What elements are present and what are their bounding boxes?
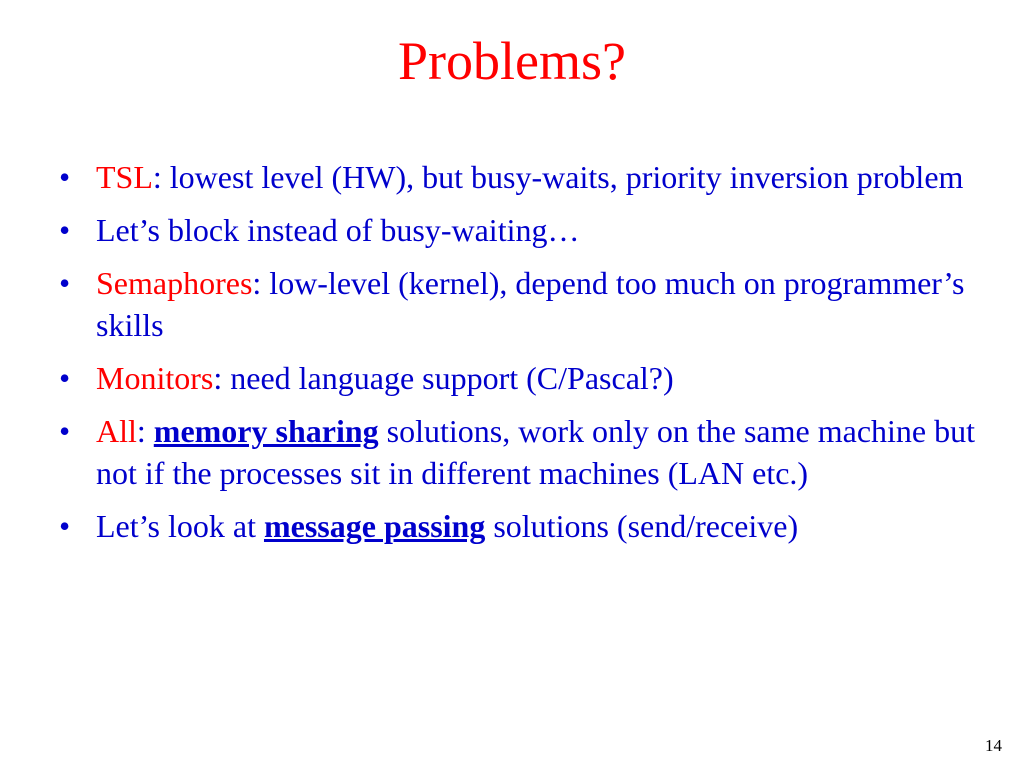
- term-separator: :: [213, 360, 223, 396]
- bullet-block: [56, 209, 996, 251]
- term-semaphores: Semaphores: [96, 265, 253, 301]
- term-separator: :: [252, 265, 262, 301]
- page-number: 14: [985, 736, 1002, 755]
- bullet-text: Let’s look at: [96, 508, 264, 544]
- term-separator: :: [152, 159, 162, 195]
- bullet-text: solutions, work only on the same machine but not if the processes sit in different machines (LAN etc.): [96, 413, 975, 491]
- memory-sharing-emphasis: memory sharing: [153, 413, 379, 449]
- term-separator: :: [136, 413, 154, 449]
- bullet-marker: •: [59, 212, 71, 248]
- bullet-semaphores: [56, 262, 996, 346]
- slide-title: Problems?: [398, 31, 626, 91]
- bullet-list: [56, 156, 996, 558]
- bullet-text: lowest level (HW), but busy-waits, priority inversion problem: [161, 159, 964, 195]
- bullet-all: [56, 410, 996, 494]
- bullet-monitors: [56, 357, 996, 399]
- message-passing-emphasis: message passing: [263, 508, 486, 544]
- bullet-tail-text: solutions (send/receive): [485, 508, 799, 544]
- bullet-marker: •: [59, 265, 71, 301]
- bullet-marker: •: [59, 413, 71, 449]
- bullet-tsl: [56, 156, 996, 198]
- term-monitors: Monitors: [96, 360, 214, 396]
- bullet-marker: •: [59, 159, 71, 195]
- bullet-message-passing: [56, 505, 996, 547]
- term-tsl: TSL: [96, 159, 153, 195]
- bullet-text: need language support (C/Pascal?): [222, 360, 674, 396]
- bullet-marker: •: [59, 508, 71, 544]
- bullet-text: low-level (kernel), depend too much on programmer’s skills: [96, 265, 965, 343]
- bullet-text: Let’s block instead of busy-waiting…: [96, 212, 580, 248]
- bullet-marker: •: [59, 360, 71, 396]
- term-all: All: [96, 413, 137, 449]
